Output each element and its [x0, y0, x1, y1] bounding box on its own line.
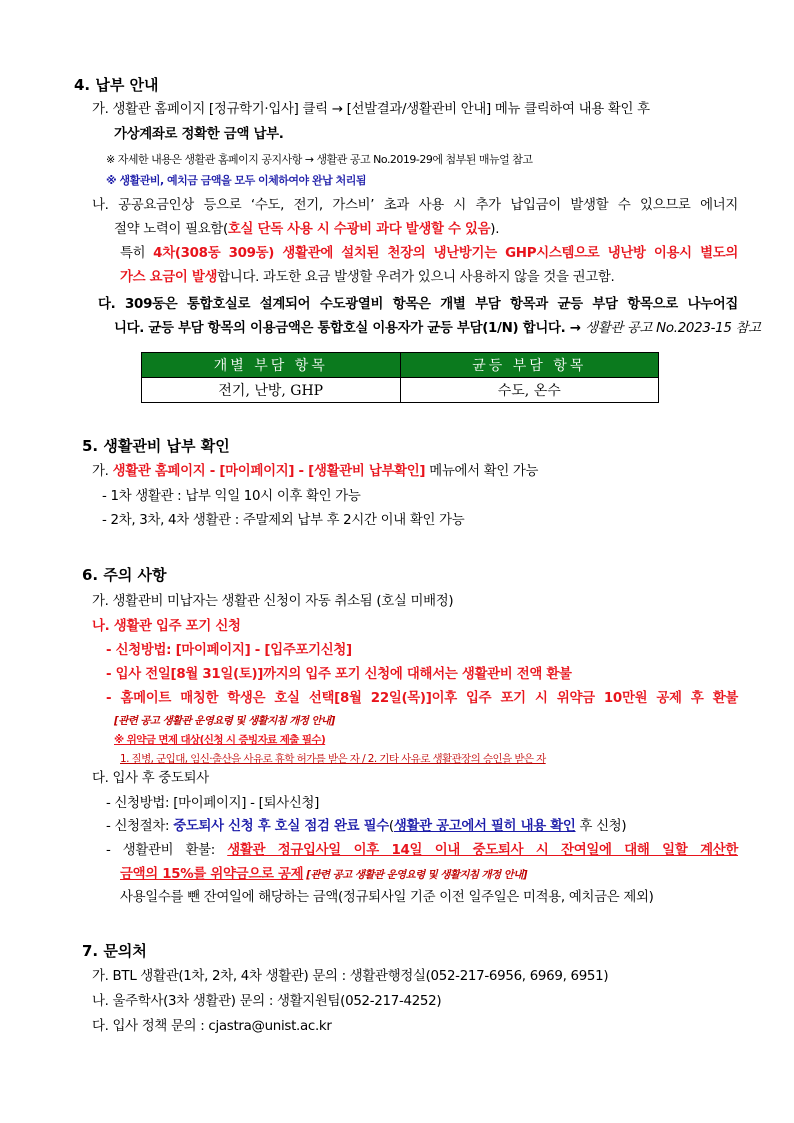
- s5-detail-1: - 1차 생활관 : 납부 익일 10시 이후 확인 가능: [102, 489, 361, 504]
- s6-item-na: 나. 생활관 입주 포기 신청: [92, 619, 241, 634]
- s6-item-ga: 가. 생활관비 미납자는 생활관 신청이 자동 취소됨 (호실 미배정): [92, 594, 454, 609]
- s4-item-da: 다. 309동은 통합호실로 설계되어 수도광열비 항목은 개별 부담 항목과 균등 부담 항목으로 나누어집: [98, 297, 738, 312]
- s4-item-na-gas: 가스 요금이 발생합니다. 과도한 요금 발생할 우려가 있으니 사용하지 않을 것을 권고함.: [120, 270, 615, 285]
- s7-contact-policy: 다. 입사 정책 문의 : cjastra@unist.ac.kr: [92, 1019, 332, 1034]
- s4-item-da-cont: 니다. 균등 부담 항목의 이용금액은 통합호실 이용자가 균등 부담(1/N) 합니다. → 생활관 공고 No.2023-15 참고: [114, 321, 761, 336]
- s6-da-refund: - 생활관비 환불: 생활관 정규입사일 이후 14일 이내 중도퇴사 시 잔여일에 대해 일할 계산한: [106, 843, 738, 858]
- s5-item-ga: 가. 생활관 홈페이지 - [마이페이지] - [생활관비 납부확인] 메뉴에서 확인 가능: [92, 464, 539, 479]
- s4-item-ga-cont: 가상계좌로 정확한 금액 납부.: [114, 127, 284, 142]
- burden-header-shared: 균등 부담 항목: [400, 353, 659, 378]
- s6-na-reference: [관련 공고 생활관 운영요령 및 생활지침 개정 안내]: [114, 715, 335, 727]
- s7-contact-btl: 가. BTL 생활관(1차, 2차, 4차 생활관) 문의 : 생활관행정실(052-217-6956, 6969, 6951): [92, 969, 609, 984]
- s6-da-procedure: - 신청절차: 중도퇴사 신청 후 호실 점검 완료 필수(생활관 공고에서 필히 내용 확인 후 신청): [106, 819, 627, 834]
- s7-contact-ulju: 나. 울주학사(3차 생활관) 문의 : 생활지원팀(052-217-4252): [92, 994, 442, 1009]
- section-7-title: 7. 문의처: [82, 942, 147, 960]
- s6-na-full-refund: - 입사 전일[8월 31일(토)]까지의 입주 포기 신청에 대해서는 생활관비 전액 환불: [106, 667, 572, 682]
- s6-na-penalty: - 홈메이트 매칭한 학생은 호실 선택[8월 22일(목)]이후 입주 포기 시 위약금 10만원 공제 후 환불: [106, 691, 738, 706]
- s4-note-full-payment: ※ 생활관비, 예치금 금액을 모두 이체하여야 완납 처리됨: [106, 174, 366, 187]
- s6-item-da: 다. 입사 후 중도퇴사: [92, 771, 209, 786]
- s4-note-manual: ※ 자세한 내용은 생활관 홈페이지 공지사항 → 생활관 공고 No.2019-29에 첨부된 매뉴얼 참고: [106, 153, 533, 166]
- burden-cell-shared: 수도, 온수: [400, 378, 659, 403]
- section-5-title: 5. 생활관비 납부 확인: [82, 437, 230, 455]
- s4-item-na-ghp: 특히 4차(308동 309동) 생활관에 설치된 천장의 냉난방기는 GHP시스템으로 냉난방 이용시 별도의: [120, 246, 738, 261]
- section-6-title: 6. 주의 사항: [82, 566, 167, 584]
- s5-detail-2: - 2차, 3차, 4차 생활관 : 주말제외 납부 후 2시간 이내 확인 가능: [102, 513, 465, 528]
- s4-item-ga: 가. 생활관 홈페이지 [정규학기·입사] 클릭 → [선발결과/생활관비 안내] 메뉴 클릭하여 내용 확인 후: [92, 102, 650, 117]
- s4-item-na-cont: 절약 노력이 필요함(호실 단독 사용 시 수광비 과다 발생할 수 있음).: [114, 222, 500, 237]
- s4-item-na: 나. 공공요금인상 등으로 ‘수도, 전기, 가스비’ 초과 사용 시 추가 납입금이 발생할 수 있으므로 에너지: [92, 198, 738, 213]
- s6-na-exempt-title: ※ 위약금 면제 대상(신청 시 증빙자료 제출 필수): [114, 734, 326, 746]
- s6-da-refund-cont: 금액의 15%를 위약금으로 공제 [관련 공고 생활관 운영요령 및 생활지침 개정 안내]: [120, 867, 527, 882]
- s6-na-method: - 신청방법: [마이페이지] - [입주포기신청]: [106, 643, 352, 658]
- burden-cell-individual: 전기, 난방, GHP: [142, 378, 401, 403]
- s7-contact-email-link[interactable]: cjastra@unist.ac.kr: [208, 1019, 332, 1034]
- burden-header-individual: 개별 부담 항목: [142, 353, 401, 378]
- s6-da-refund-note: 사용일수를 뺀 잔여일에 해당하는 금액(정규퇴사일 기준 이전 일주일은 미적용, 예치금은 제외): [120, 890, 654, 905]
- s6-da-method: - 신청방법: [마이페이지] - [퇴사신청]: [106, 796, 320, 811]
- section-4-title: 4. 납부 안내: [74, 76, 159, 94]
- s6-na-exempt-detail: 1. 질병, 군입대, 임신·출산을 사유로 휴학 허가를 받은 자 / 2. 기타 사유로 생활관장의 승인을 받은 자: [120, 753, 546, 765]
- burden-table: [141, 352, 659, 403]
